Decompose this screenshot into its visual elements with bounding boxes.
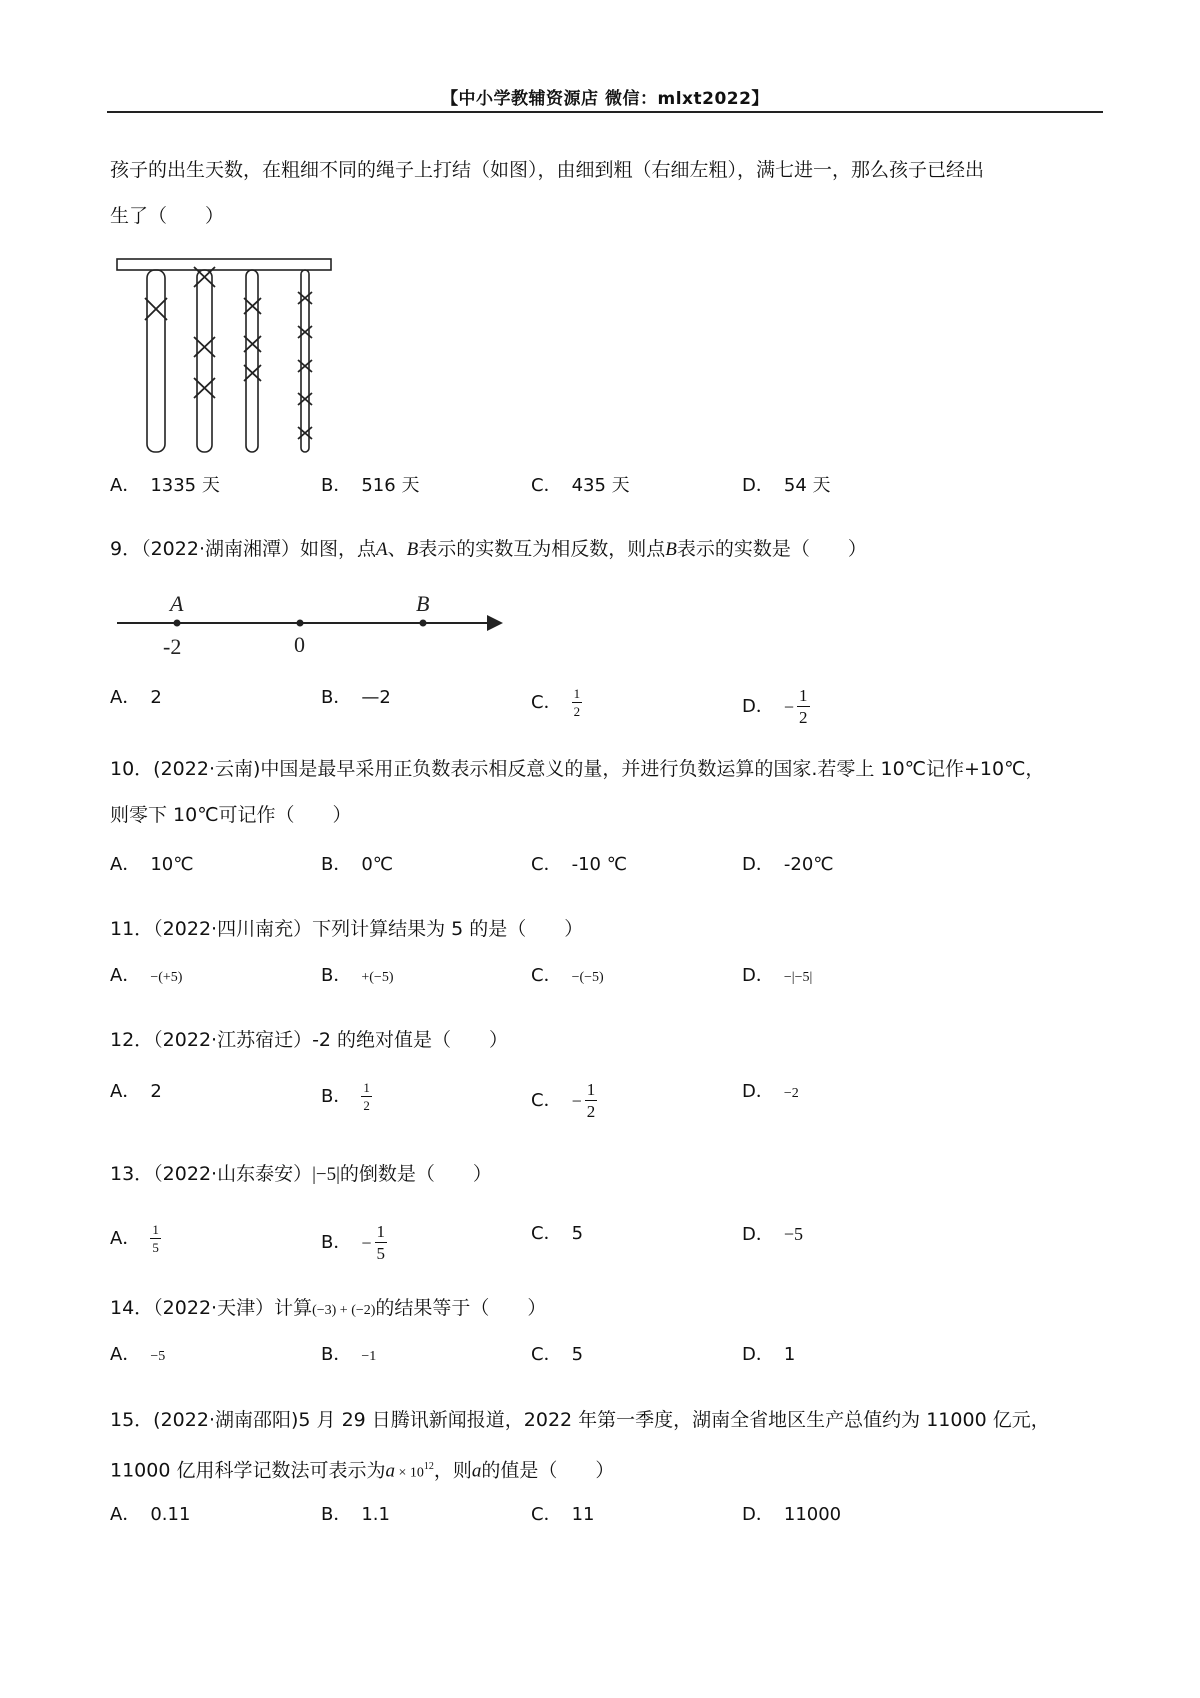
fraction: $\frac{1}{5}$	[152, 1222, 159, 1255]
point-a-label: A	[375, 539, 388, 560]
q11-option-b[interactable]: B． +(−5)	[321, 965, 394, 986]
number-line-arrow-icon	[487, 615, 503, 631]
q10-option-a[interactable]: A． 10℃	[110, 854, 194, 875]
q13-option-d[interactable]: D． −5	[742, 1224, 804, 1245]
q11-option-d[interactable]: D． −|−5|	[742, 965, 813, 986]
q13-stem: 13．（2022·山东泰安）|−5|的倒数是（ ）	[110, 1163, 492, 1185]
q15-options	[110, 1503, 1010, 1533]
fraction: $\frac{1}{2}$	[363, 1080, 370, 1113]
q11-option-a[interactable]: A． −(+5)	[110, 965, 183, 986]
q8-stem-line2: 生了（ ）	[110, 205, 225, 227]
q15-option-c[interactable]: C． 11	[531, 1504, 595, 1525]
q8-option-b[interactable]: B． 516 天	[321, 475, 420, 496]
q14-option-c[interactable]: C． 5	[531, 1344, 584, 1365]
q8-option-a[interactable]: A． 1335 天	[110, 475, 220, 496]
fraction: $\frac{1}{2}$	[586, 1080, 596, 1121]
point-a-dot	[174, 620, 181, 627]
page-header: 【中小学教辅资源店 微信：mlxt2022】	[441, 89, 769, 109]
q9-option-a[interactable]: A． 2	[110, 687, 162, 708]
q9-option-b[interactable]: B． —2	[321, 687, 391, 708]
q10-option-d[interactable]: D． -20℃	[742, 854, 834, 875]
q10-option-b[interactable]: B． 0℃	[321, 854, 394, 875]
q12-options	[110, 1080, 1010, 1121]
q14-stem: 14．（2022·天津）计算(−3) + (−2)的结果等于（ ）	[110, 1297, 547, 1319]
fraction: $\frac{1}{2}$	[573, 686, 581, 719]
q15-option-b[interactable]: B． 1.1	[321, 1504, 390, 1525]
q14-option-a[interactable]: A． −5	[110, 1344, 166, 1365]
origin-dot	[297, 620, 304, 627]
q9-option-d[interactable]: D． − $\frac{1}{2}$	[742, 686, 808, 727]
figure-label-b: B	[416, 591, 430, 616]
q8-stem-line1: 孩子的出生天数，在粗细不同的绳子上打结（如图），由细到粗（右细左粗），满七进一，那么孩子已经出	[110, 159, 985, 181]
q12-stem: 12．（2022·江苏宿迁）-2 的绝对值是（ ）	[110, 1029, 509, 1051]
abs-value-expression: |−5|	[312, 1164, 340, 1185]
q12-option-b[interactable]: B． $\frac{1}{2}$	[321, 1080, 370, 1113]
tick-label-neg2: -2	[163, 634, 182, 659]
q14-option-d[interactable]: D． 1	[742, 1344, 796, 1365]
q8-option-d[interactable]: D． 54 天	[742, 475, 831, 496]
q11-stem: 11．（2022·四川南充）下列计算结果为 5 的是（ ）	[110, 918, 584, 940]
figure-label-a: A	[170, 591, 184, 616]
q10-options	[110, 853, 1010, 883]
q15-option-a[interactable]: A． 0.11	[110, 1504, 191, 1525]
q12-option-a[interactable]: A． 2	[110, 1081, 162, 1102]
fraction: $\frac{1}{5}$	[376, 1222, 386, 1263]
q13-option-c[interactable]: C． 5	[531, 1223, 584, 1244]
q10-stem-line1: 10．(2022·云南)中国是最早采用正负数表示相反意义的量，并进行负数运算的国家.若零上 10℃记作+10℃，	[110, 758, 1045, 780]
q14-options	[110, 1343, 1010, 1373]
sum-expression: (−3) + (−2)	[312, 1303, 376, 1318]
q15-stem-line2: 11000 亿用科学记数法可表示为$a \times 10^{12}$，则a的值是（ ）	[110, 1459, 615, 1482]
q13-options	[110, 1222, 1010, 1263]
q15-stem-line1: 15．(2022·湖南邵阳)5 月 29 日腾讯新闻报道，2022 年第一季度，湖南全省地区生产总值约为 11000 亿元，	[110, 1409, 1050, 1431]
fraction: $\frac{1}{2}$	[799, 686, 808, 727]
q11-options	[110, 964, 1010, 994]
q13-option-a[interactable]: A． $\frac{1}{5}$	[110, 1222, 159, 1255]
point-b-dot	[420, 620, 427, 627]
q10-option-c[interactable]: C． -10 ℃	[531, 854, 627, 875]
q14-option-b[interactable]: B． −1	[321, 1344, 377, 1365]
q11-option-c[interactable]: C． −(−5)	[531, 965, 604, 986]
q8-option-c[interactable]: C． 435 天	[531, 475, 630, 496]
q12-option-c[interactable]: C． − $\frac{1}{2}$	[531, 1080, 596, 1121]
q9-option-c[interactable]: C． $\frac{1}{2}$	[531, 686, 581, 719]
q9-stem: 9．（2022·湖南湘潭）如图，点A、B表示的实数互为相反数，则点B表示的实数是（ ）	[110, 538, 867, 560]
q13-option-b[interactable]: B． − $\frac{1}{5}$	[321, 1222, 386, 1263]
q9-options	[110, 686, 1010, 727]
q12-option-d[interactable]: D． −2	[742, 1081, 799, 1102]
q15-option-d[interactable]: D． 11000	[742, 1504, 842, 1525]
q10-stem-line2: 则零下 10℃可记作（ ）	[110, 804, 352, 826]
point-b-label: B	[406, 539, 419, 560]
tick-label-zero: 0	[294, 632, 305, 657]
